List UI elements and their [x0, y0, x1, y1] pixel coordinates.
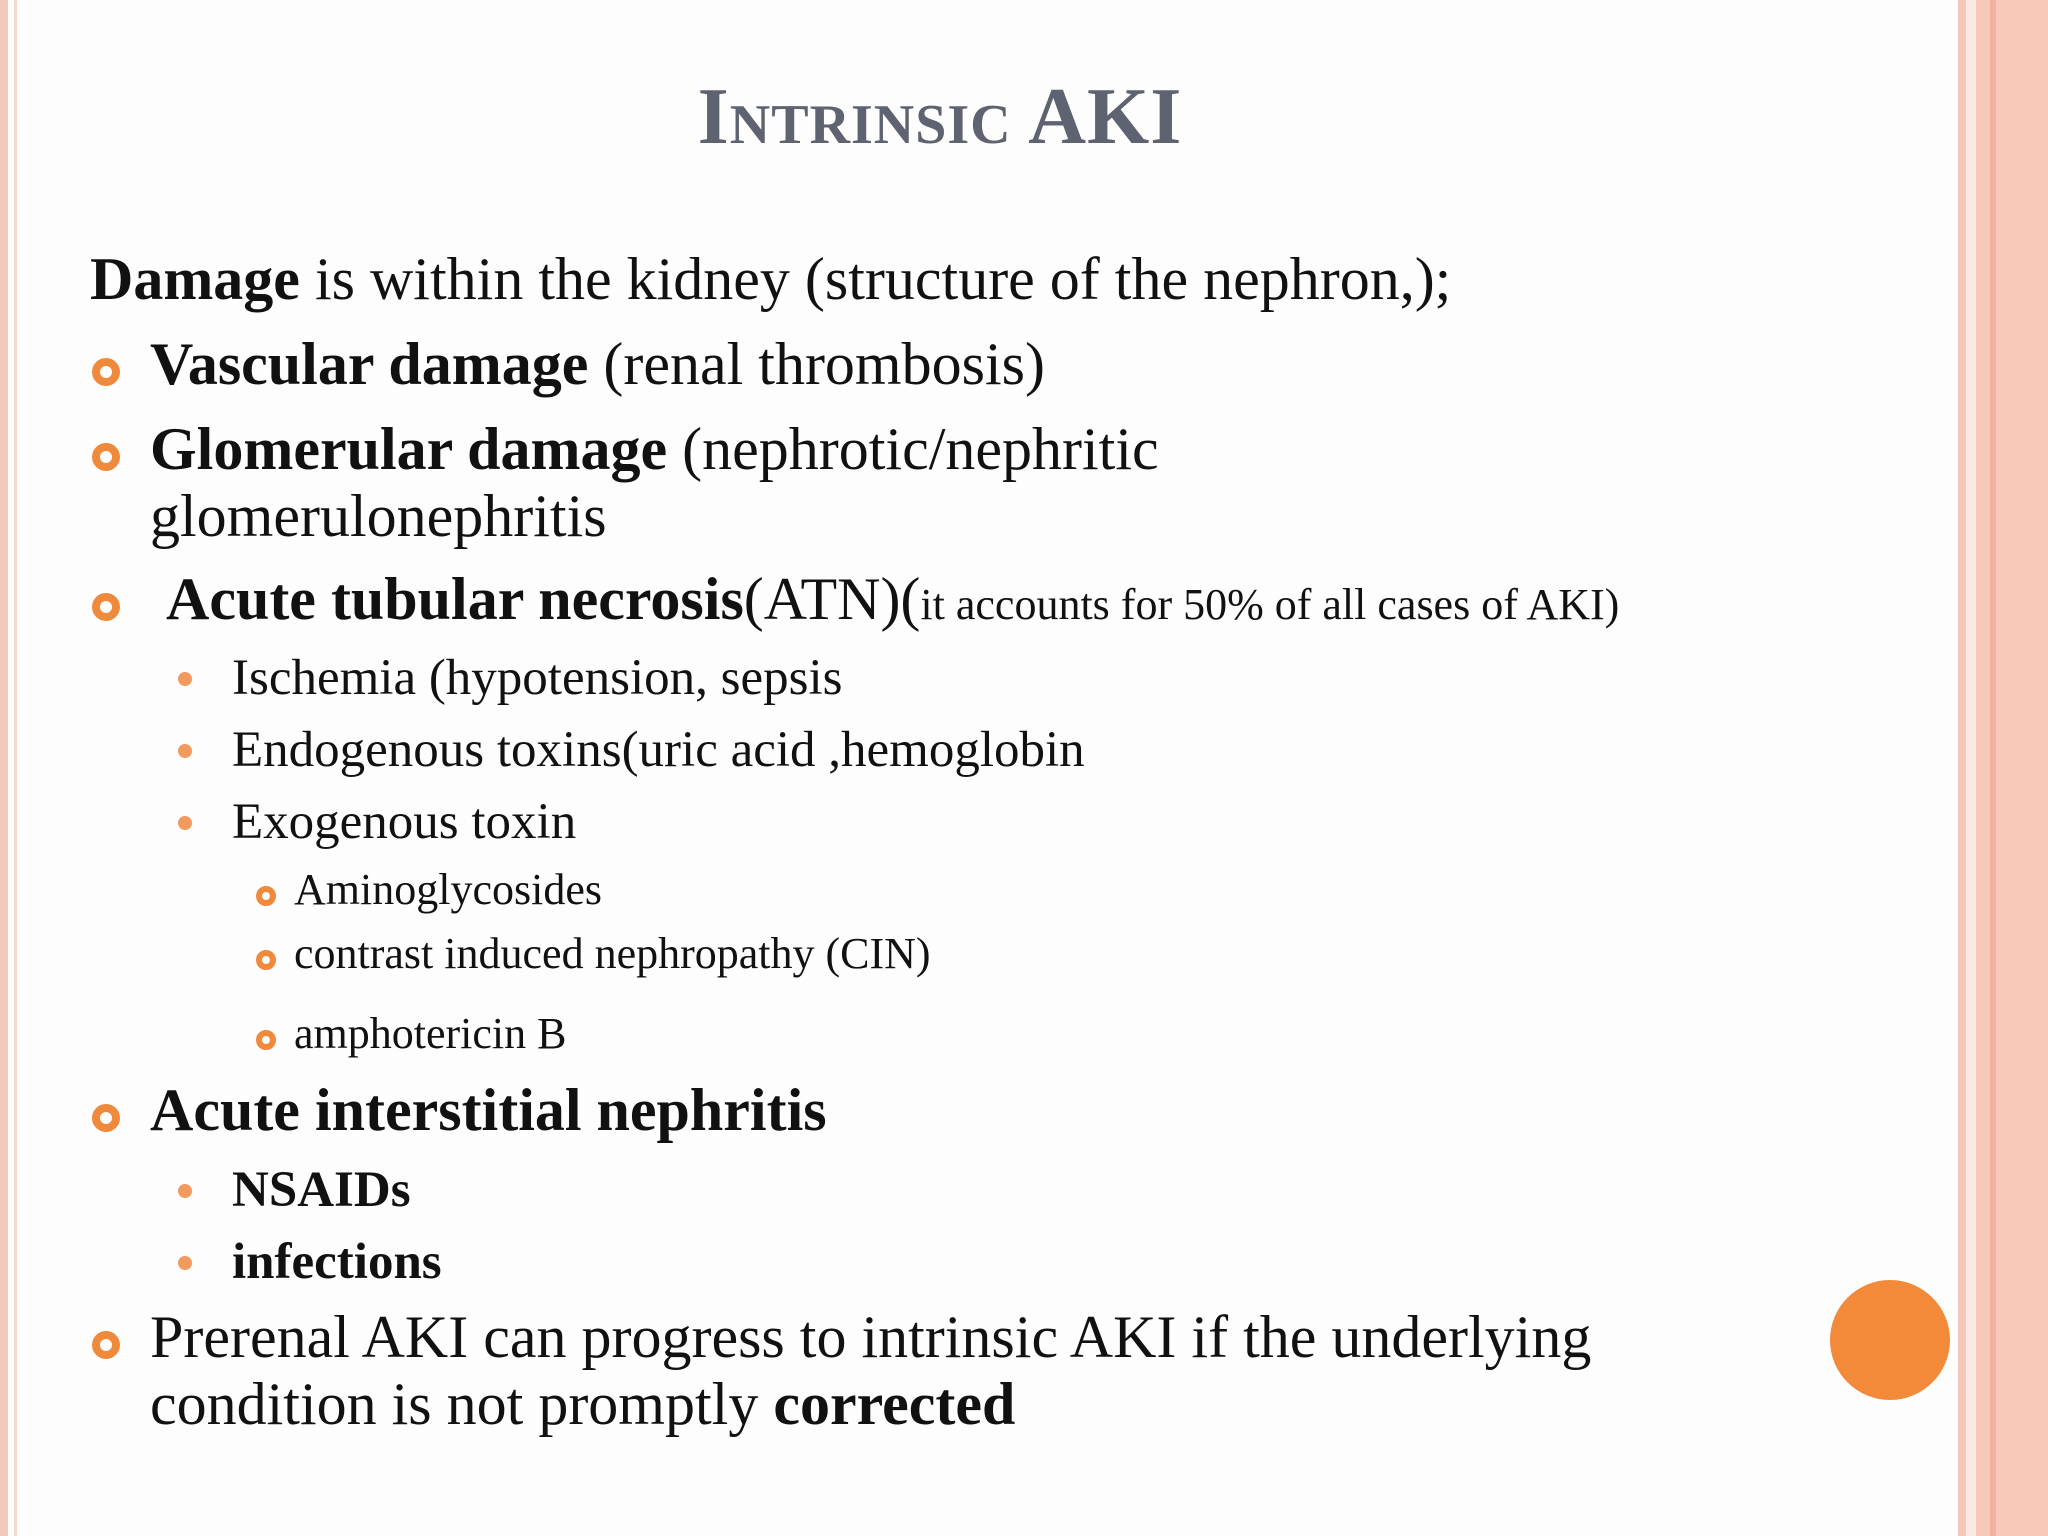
dot-bullet-icon — [178, 744, 192, 758]
slide-title: Intrinsic AKI — [697, 73, 1183, 161]
right-frame-band — [1976, 0, 2048, 1536]
vascular-text: (renal thrombosis) — [588, 331, 1045, 397]
slide-number-circle — [1830, 1280, 1950, 1400]
intro-line — [90, 245, 1451, 314]
atn-text: (ATN)( — [743, 566, 921, 632]
dot-bullet-icon — [178, 1184, 192, 1198]
right-frame-line — [1990, 0, 1996, 1536]
ring-bullet-icon — [92, 443, 120, 471]
dot-bullet-icon — [178, 672, 192, 686]
atn-bold: Acute tubular necrosis — [166, 566, 744, 632]
intro-text: is within the kidney (structure of the nephron,); — [299, 246, 1452, 312]
dot-bullet-icon — [178, 816, 192, 830]
glomerular-item — [150, 415, 1159, 484]
ain-item: Acute interstitial nephritis — [150, 1077, 827, 1143]
atn-note: it accounts for 50% of all cases of AKI) — [920, 580, 1620, 629]
atn-item — [166, 565, 1619, 634]
vascular-bold: Vascular damage — [150, 331, 589, 397]
ring-bullet-icon — [92, 1331, 120, 1359]
right-frame-gap — [1966, 0, 1976, 1536]
prerenal-line-2 — [150, 1370, 1015, 1439]
right-frame-stripe-inner — [1958, 0, 1966, 1536]
ring-bullet-icon — [92, 358, 120, 386]
atn-subitem: Exogenous toxin — [232, 794, 577, 850]
prerenal-line-1: Prerenal AKI can progress to intrinsic AKI if the underlying — [150, 1304, 1592, 1370]
ain-subitem: NSAIDs — [232, 1162, 411, 1218]
ring-bullet-icon — [92, 593, 120, 621]
dot-bullet-icon — [178, 1256, 192, 1270]
atn-subitem: Ischemia (hypotension, sepsis — [232, 650, 843, 706]
small-ring-bullet-icon — [256, 886, 276, 906]
left-frame-stripe — [0, 0, 8, 1536]
left-frame-line — [14, 0, 17, 1536]
exogenous-subitem: contrast induced nephropathy (CIN) — [294, 929, 931, 978]
small-ring-bullet-icon — [256, 1030, 276, 1050]
vascular-item — [150, 330, 1045, 399]
ring-bullet-icon — [92, 1104, 120, 1132]
exogenous-subitem: amphotericin B — [294, 1009, 567, 1058]
small-ring-bullet-icon — [256, 950, 276, 970]
exogenous-subitem: Aminoglycosides — [294, 865, 602, 914]
atn-subitem: Endogenous toxins(uric acid ,hemoglobin — [232, 722, 1085, 778]
glomerular-text: (nephrotic/nephritic — [667, 416, 1159, 482]
glomerular-continuation: glomerulonephritis — [150, 483, 607, 549]
prerenal-bold: corrected — [773, 1371, 1016, 1437]
ain-subitem: infections — [232, 1234, 442, 1290]
prerenal-text: condition is not promptly — [150, 1371, 774, 1437]
glomerular-bold: Glomerular damage — [150, 416, 668, 482]
intro-bold: Damage — [90, 246, 300, 312]
